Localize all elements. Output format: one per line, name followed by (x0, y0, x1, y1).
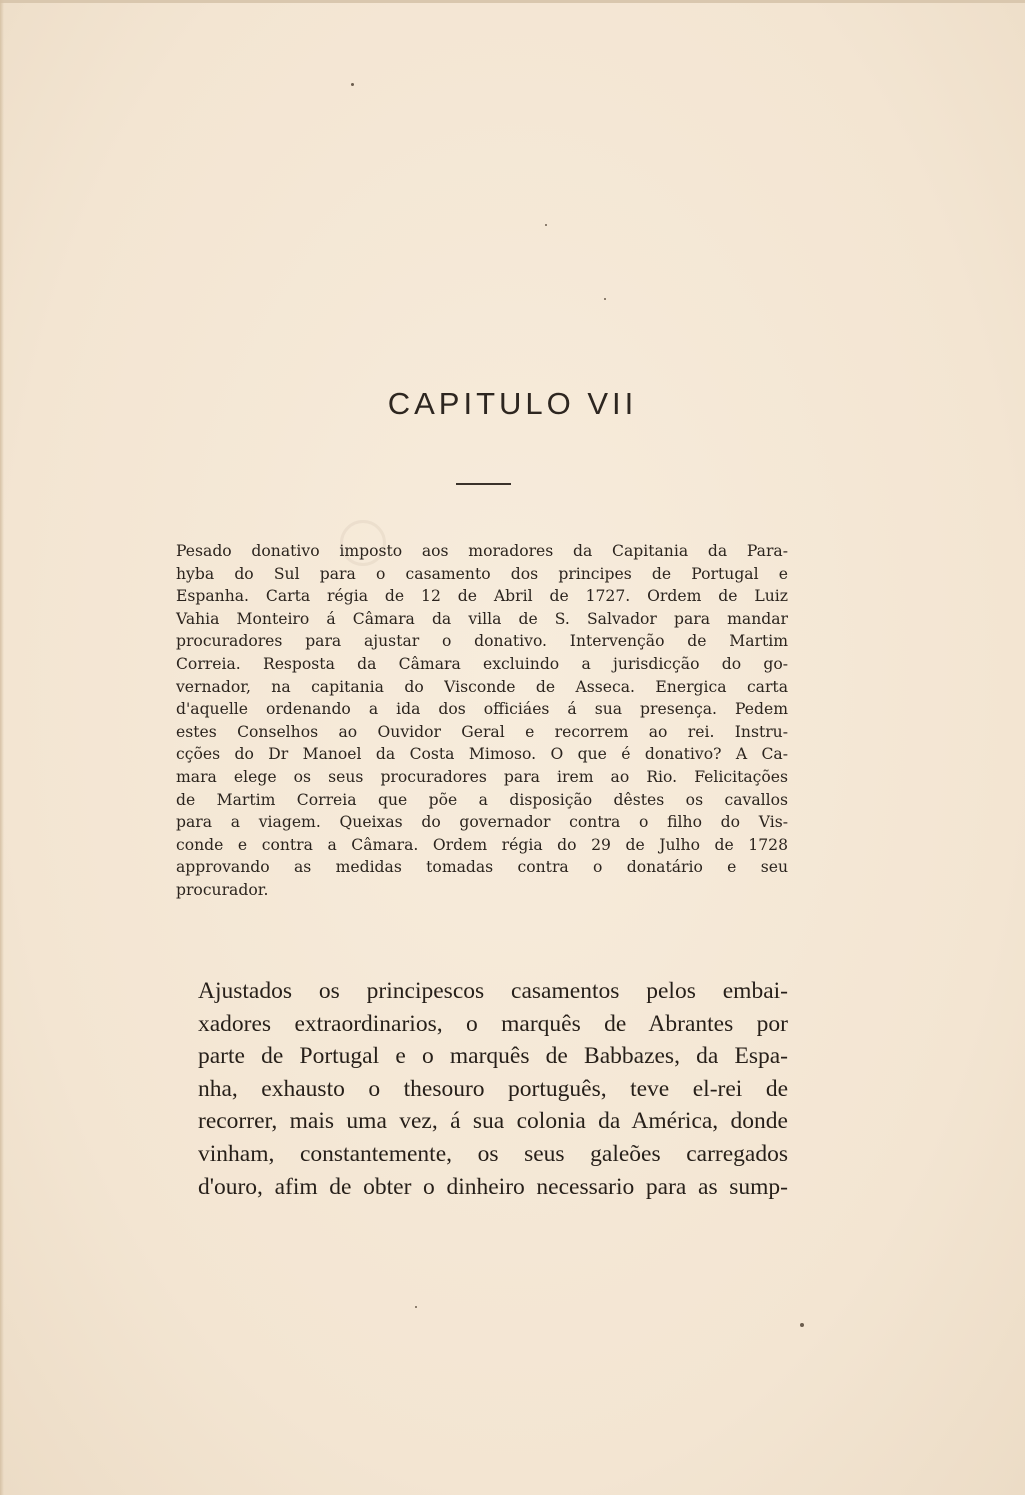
paper-speck (545, 224, 547, 226)
summary-line: Correia. Resposta da Câmara excluindo a jurisdicção do go- (176, 654, 788, 673)
body-line: xadores extraordinarios, o marquês de Abrantes por (198, 1010, 788, 1037)
summary-line: hyba do Sul para o casamento dos principes de Portugal e (176, 564, 788, 583)
paper-speck (415, 1306, 417, 1308)
body-line: d'ouro, afim de obter o dinheiro necessario para as sump- (198, 1173, 788, 1200)
page-left-edge (0, 0, 4, 1495)
summary-line: procurador. (176, 880, 269, 899)
body-line: recorrer, mais uma vez, á sua colonia da América, donde (198, 1108, 788, 1135)
summary-line: conde e contra a Câmara. Ordem régia do 29 de Julho de 1728 (176, 835, 788, 854)
summary-line: procuradores para ajustar o donativo. Intervenção de Martim (176, 632, 788, 651)
body-line: vinham, constantemente, os seus galeões carregados (198, 1140, 788, 1167)
summary-line: cções do Dr Manoel da Costa Mimoso. O que é donativo? A Ca- (176, 745, 788, 764)
summary-line: Vahia Monteiro á Câmara da villa de S. Salvador para mandar (176, 609, 788, 628)
title-divider-rule (456, 483, 511, 485)
summary-line: de Martim Correia que põe a disposição dêstes os cavallos (176, 790, 788, 809)
body-paragraph (198, 975, 788, 1203)
paper-speck (800, 1323, 804, 1327)
summary-line: para a viagem. Queixas do governador contra o filho do Vis- (176, 813, 788, 832)
chapter-title: CAPITULO VII (387, 386, 638, 421)
paper-speck (604, 298, 606, 300)
summary-line: d'aquelle ordenando a ida dos officiáes á sua presença. Pedem (176, 700, 788, 719)
summary-line: mara elege os seus procuradores para irem ao Rio. Felicitações (176, 767, 788, 786)
chapter-summary (176, 540, 788, 902)
page-top-edge (0, 0, 1025, 3)
summary-line: Pesado donativo imposto aos moradores da Capitania da Para- (176, 542, 788, 560)
body-line: parte de Portugal e o marquês de Babbazes, da Espa- (198, 1043, 788, 1070)
body-line: nha, exhausto o thesouro português, teve el-rei de (198, 1075, 788, 1102)
body-line: Ajustados os principescos casamentos pelos embai- (198, 978, 788, 1004)
paper-speck (351, 83, 354, 86)
summary-line: approvando as medidas tomadas contra o donatário e seu (176, 858, 788, 877)
summary-line: vernador, na capitania do Visconde de Asseca. Energica carta (176, 677, 788, 696)
summary-line: Espanha. Carta régia de 12 de Abril de 1727. Ordem de Luiz (176, 587, 788, 606)
summary-line: estes Conselhos ao Ouvidor Geral e recorrem ao rei. Instru- (176, 722, 788, 741)
